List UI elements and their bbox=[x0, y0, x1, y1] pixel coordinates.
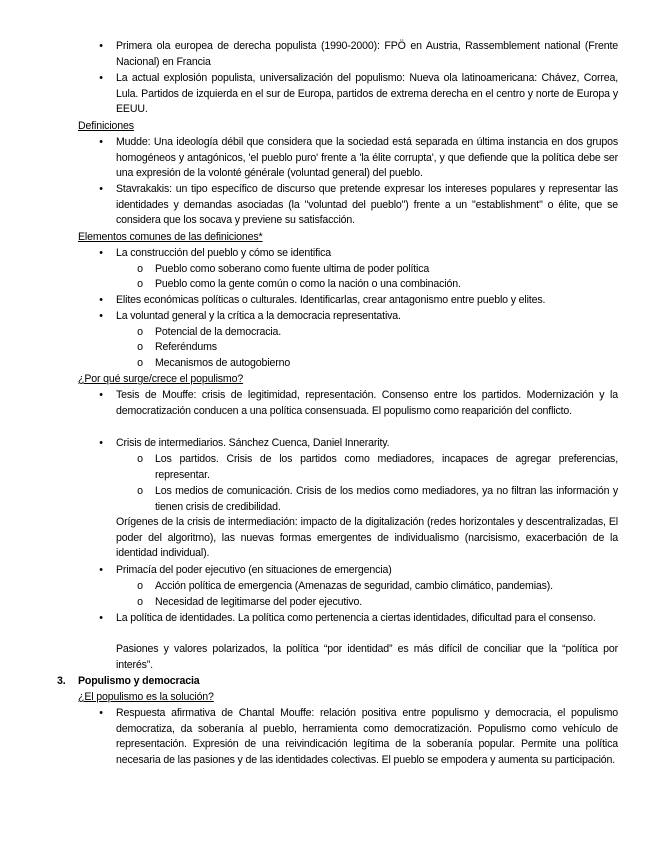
bullet-icon: • bbox=[99, 72, 103, 84]
sub-list-item bbox=[137, 325, 618, 341]
list-item bbox=[99, 71, 618, 118]
sub-list-item bbox=[137, 277, 618, 293]
section-number: 3. bbox=[57, 675, 66, 687]
sub-item-text: Mecanismos de autogobierno bbox=[155, 357, 291, 369]
sub-list-item bbox=[137, 579, 618, 595]
sub-item-text: Pueblo como la gente común o como la nación o una combinación. bbox=[155, 278, 461, 290]
sub-item-text: Acción política de emergencia (Amenazas de seguridad, cambio climático, pandemias). bbox=[155, 580, 553, 592]
list-item bbox=[99, 706, 618, 768]
paragraph: Orígenes de la crisis de intermediación: impacto de la digitalización (redes horizontales y descentralizadas, El poder del algoritmo), las nuevas formas emergentes de individualismo (narcisismo, exacerbación de la identidad individual). bbox=[116, 516, 618, 560]
circle-bullet-icon: o bbox=[137, 357, 143, 369]
list-item-text: Elites económicas políticas o culturales. Identificarlas, crear antagonismo entre pueblo y elites. bbox=[116, 294, 546, 306]
heading-porque: ¿Por qué surge/crece el populismo? bbox=[78, 373, 244, 385]
bullet-icon: • bbox=[99, 564, 103, 576]
list-item bbox=[99, 309, 618, 325]
list-item bbox=[99, 246, 618, 262]
list-item bbox=[99, 436, 618, 452]
heading-solucion: ¿El populismo es la solución? bbox=[78, 691, 214, 703]
list-item-text: Respuesta afirmativa de Chantal Mouffe: relación positiva entre populismo y democracia, el populismo democratiza, da soberanía al pueblo, herramienta como democratización. Populismo como vehículo de representación. Expresión de una reivindicación legítima de la soberanía popular. Permite una política necesaria de las pasiones y de las identidades colectivas. El pueblo se empodera y aumenta su participación. bbox=[116, 707, 618, 766]
paragraph: Pasiones y valores polarizados, la política “por identidad” es más difícil de conciliar que la “política por interés”. bbox=[116, 643, 618, 671]
heading-elementos: Elementos comunes de las definiciones* bbox=[78, 231, 263, 243]
heading-definiciones: Definiciones bbox=[78, 120, 134, 132]
list-item-text: Primera ola europea de derecha populista (1990-2000): FPÖ en Austria, Rassemblement national (Frente Nacional) en Francia bbox=[116, 40, 618, 68]
list-item bbox=[99, 182, 618, 229]
circle-bullet-icon: o bbox=[137, 596, 143, 608]
sub-item-text: Referéndums bbox=[155, 341, 217, 353]
bullet-icon: • bbox=[99, 707, 103, 719]
list-item-text: La política de identidades. La política como pertenencia a ciertas identidades, dificultad para el consenso. bbox=[116, 612, 596, 624]
list-item-text: La construcción del pueblo y cómo se identifica bbox=[116, 247, 331, 259]
sub-item-text: Necesidad de legitimarse del poder ejecutivo. bbox=[155, 596, 363, 608]
list-item-text: Primacía del poder ejecutivo (en situaciones de emergencia) bbox=[116, 564, 392, 576]
list-item bbox=[99, 563, 618, 579]
bullet-icon: • bbox=[99, 310, 103, 322]
sub-list-item bbox=[137, 452, 618, 483]
circle-bullet-icon: o bbox=[137, 278, 143, 290]
circle-bullet-icon: o bbox=[137, 485, 143, 497]
section-title: Populismo y democracia bbox=[78, 675, 200, 687]
bullet-icon: • bbox=[99, 40, 103, 52]
circle-bullet-icon: o bbox=[137, 453, 143, 465]
list-item-text: Crisis de intermediarios. Sánchez Cuenca, Daniel Innerarity. bbox=[116, 437, 390, 449]
sub-item-text: Los partidos. Crisis de los partidos como mediadores, incapaces de agregar preferencias, representar. bbox=[155, 453, 618, 481]
sub-item-text: Los medios de comunicación. Crisis de los medios como mediadores, ya no filtran las información y tienen crisis de credibilidad. bbox=[155, 485, 618, 513]
list-item bbox=[99, 39, 618, 70]
circle-bullet-icon: o bbox=[137, 341, 143, 353]
circle-bullet-icon: o bbox=[137, 263, 143, 275]
list-item bbox=[99, 388, 618, 419]
circle-bullet-icon: o bbox=[137, 580, 143, 592]
list-item-text: Mudde: Una ideología débil que considera que la sociedad está separada en última instancia en dos grupos homogéneos y antagónicos, 'el pueblo puro' frente a 'la élite corrupta', y que defiende que la política debe ser una expresión de la volonté générale (voluntad general) del pueblo. bbox=[116, 136, 618, 180]
bullet-icon: • bbox=[99, 183, 103, 195]
circle-bullet-icon: o bbox=[137, 326, 143, 338]
bullet-icon: • bbox=[99, 612, 103, 624]
bullet-icon: • bbox=[99, 437, 103, 449]
sub-list-item bbox=[137, 262, 618, 278]
sub-list-item bbox=[137, 340, 618, 356]
sub-item-text: Potencial de la democracia. bbox=[155, 326, 282, 338]
bullet-icon: • bbox=[99, 294, 103, 306]
sub-list-item bbox=[137, 484, 618, 515]
list-item-text: Stavrakakis: un tipo específico de discurso que pretende expresar los intereses populares y representar las identidades y demandas asociadas (la "voluntad del pueblo") frente a un "establishment" o élite, que se considera que los socava y previene su satisfacción. bbox=[116, 183, 618, 227]
bullet-icon: • bbox=[99, 136, 103, 148]
list-item-text: La voluntad general y la crítica a la democracia representativa. bbox=[116, 310, 401, 322]
sub-list-item bbox=[137, 595, 618, 611]
list-item bbox=[99, 135, 618, 182]
sub-item-text: Pueblo como soberano como fuente ultima de poder política bbox=[155, 263, 430, 275]
bullet-icon: • bbox=[99, 389, 103, 401]
list-item-text: Tesis de Mouffe: crisis de legitimidad, representación. Consenso entre los partidos. Modernización y la democratización conducen a una política consensuada. El populismo como reaparición del conflicto. bbox=[116, 389, 618, 417]
list-item bbox=[99, 611, 618, 627]
list-item bbox=[99, 293, 618, 309]
bullet-icon: • bbox=[99, 247, 103, 259]
list-item-text: La actual explosión populista, universalización del populismo: Nueva ola latinoamericana: Chávez, Correa, Lula. Partidos de izquierda en el sur de Europa, partidos de extrema derecha en el centro y norte de Europa y EEUU. bbox=[116, 72, 618, 116]
sub-list-item bbox=[137, 356, 618, 372]
